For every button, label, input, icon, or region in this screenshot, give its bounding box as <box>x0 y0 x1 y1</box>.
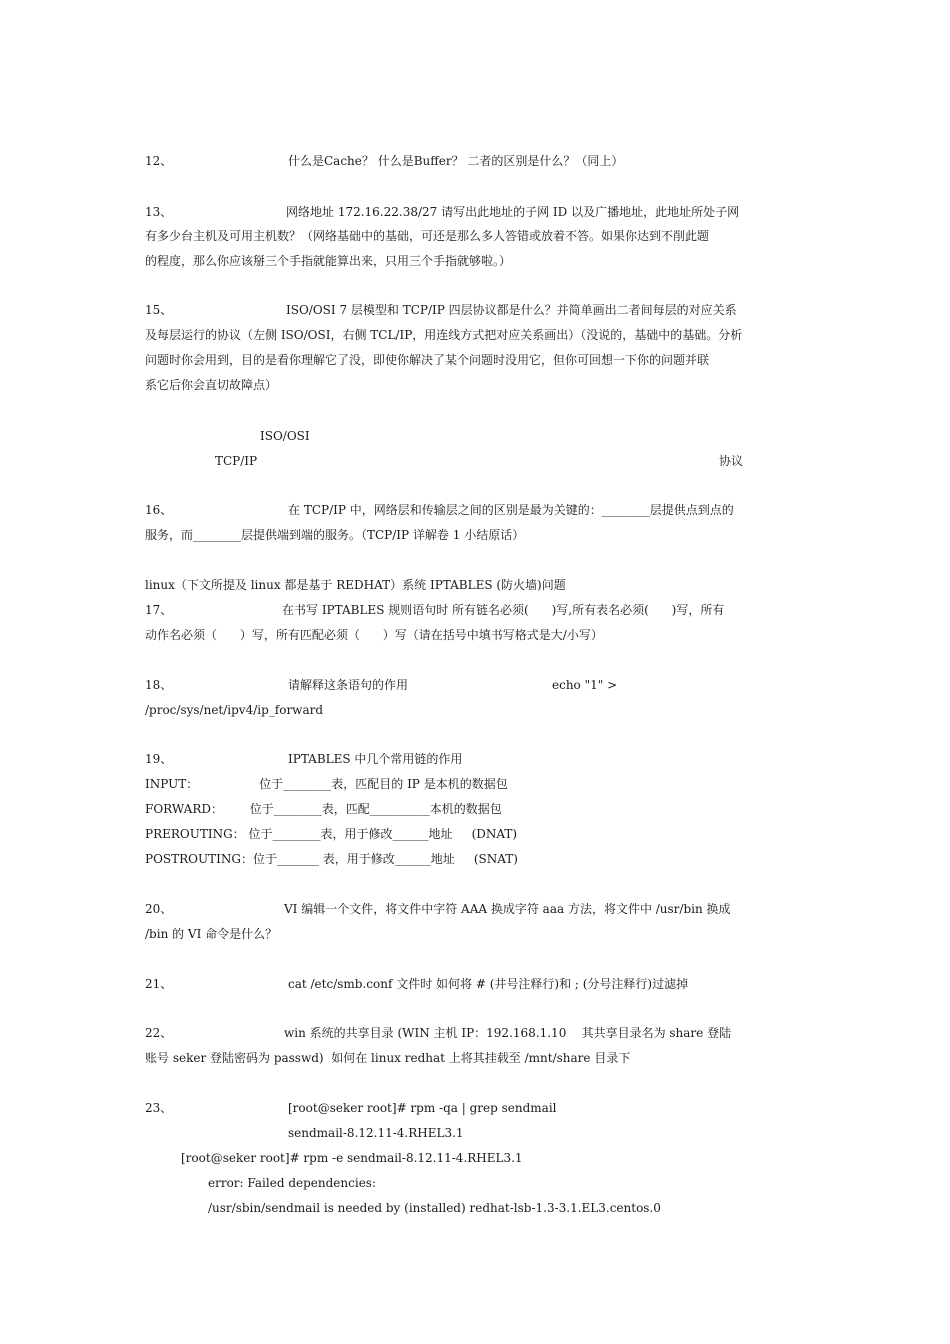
question-text: 有多少台主机及可用主机数？（网络基础中的基础，可还是那么多人答错或放着不答。如果你达到不削此题 <box>145 229 710 243</box>
terminal-line: sendmail-8.12.11-4.RHEL3.1 <box>288 1126 464 1140</box>
question-number: 21、 <box>145 977 173 991</box>
question-text: VI 编辑一个文件，将文件中字符 AAA 换成字符 aaa 方法，将文件中 /usr/bin 换成 <box>284 902 731 916</box>
question-text: ISO/OSI 7 层模型和 TCP/IP 四层协议都是什么？并简单画出二者间每层的对应关系 <box>286 303 737 317</box>
command-text: echo "1" > <box>552 678 618 692</box>
question-text: 问题时你会用到，目的是看你理解它了没，即使你解决了某个问题时没用它，但你可回想一下你的问题并联 <box>145 353 710 367</box>
question-text: 请解释这条语句的作用 <box>288 678 409 692</box>
question-text: 账号 seker 登陆密码为 passwd) 如何在 linux redhat 上将其挂载至 /mnt/share 目录下 <box>145 1051 631 1065</box>
question-text: 在书写 IPTABLES 规则语句时 所有链名必须( )写,所有表名必须( )写，所有 <box>282 603 725 617</box>
question-text: win 系统的共享目录 (WIN 主机 IP：192.168.1.10 其共享目录名为 share 登陆 <box>284 1026 732 1040</box>
question-number: 16、 <box>145 503 173 517</box>
terminal-line: /usr/sbin/sendmail is needed by (installed) redhat-lsb-1.3-3.1.EL3.centos.0 <box>208 1201 661 1215</box>
question-text: 服务，而________层提供端到端的服务。（TCP/IP 详解卷 1 小结原话） <box>145 528 525 542</box>
question-number: 15、 <box>145 303 173 317</box>
section-header: linux（下文所提及 linux 都是基于 REDHAT）系统 IPTABLES (防火墙)问题 <box>145 578 566 592</box>
question-text: 及每层运行的协议（左侧 ISO/OSI，右侧 TCL/IP，用连线方式把对应关系画出）（没说的，基础中的基础。分析 <box>145 328 743 342</box>
protocol-label: 协议 <box>719 454 744 468</box>
question-number: 13、 <box>145 205 173 219</box>
chain-line: FORWARD： 位于________表，匹配__________本机的数据包 <box>145 802 502 816</box>
question-text: 什么是Cache？ 什么是Buffer？ 二者的区别是什么？（同上） <box>288 154 624 168</box>
question-number: 20、 <box>145 902 173 916</box>
question-number: 12、 <box>145 154 173 168</box>
command-text: /proc/sys/net/ipv4/ip_forward <box>145 703 324 717</box>
question-text: /bin 的 VI 命令是什么？ <box>145 927 278 941</box>
question-text: 动作名必须（ ）写，所有匹配必须（ ）写（请在括号中填书写格式是大/小写） <box>145 628 603 642</box>
question-number: 17、 <box>145 603 173 617</box>
chain-line: INPUT： 位于________表，匹配目的 IP 是本机的数据包 <box>145 777 508 791</box>
tcp-ip-label: TCP/IP <box>215 454 258 468</box>
question-text: 的程度，那么你应该掰三个手指就能算出来，只用三个手指就够啦。） <box>145 254 512 268</box>
question-number: 23、 <box>145 1101 173 1115</box>
terminal-line: error: Failed dependencies: <box>208 1176 376 1190</box>
question-text: IPTABLES 中几个常用链的作用 <box>288 752 463 766</box>
question-text: 网络地址 172.16.22.38/27 请写出此地址的子网 ID 以及广播地址，此地址所处子网 <box>286 205 740 219</box>
terminal-line: [root@seker root]# rpm -e sendmail-8.12.11-4.RHEL3.1 <box>181 1151 523 1165</box>
iso-osi-label: ISO/OSI <box>260 429 310 443</box>
question-text: 在 TCP/IP 中，网络层和传输层之间的区别是最为关键的：________层提供点到点的 <box>288 503 734 517</box>
question-text: 系它后你会直切故障点） <box>145 378 278 392</box>
question-text: cat /etc/smb.conf 文件时 如何将 # (井号注释行)和 ; (分号注释行)过滤掉 <box>288 977 689 991</box>
terminal-line: [root@seker root]# rpm -qa | grep sendmail <box>288 1101 557 1115</box>
question-number: 22、 <box>145 1026 173 1040</box>
chain-line: POSTROUTING：位于_______ 表，用于修改______地址 (SNAT) <box>145 852 518 866</box>
chain-line: PREROUTING： 位于________表，用于修改______地址 (DNAT) <box>145 827 518 841</box>
question-number: 18、 <box>145 678 173 692</box>
question-number: 19、 <box>145 752 173 766</box>
